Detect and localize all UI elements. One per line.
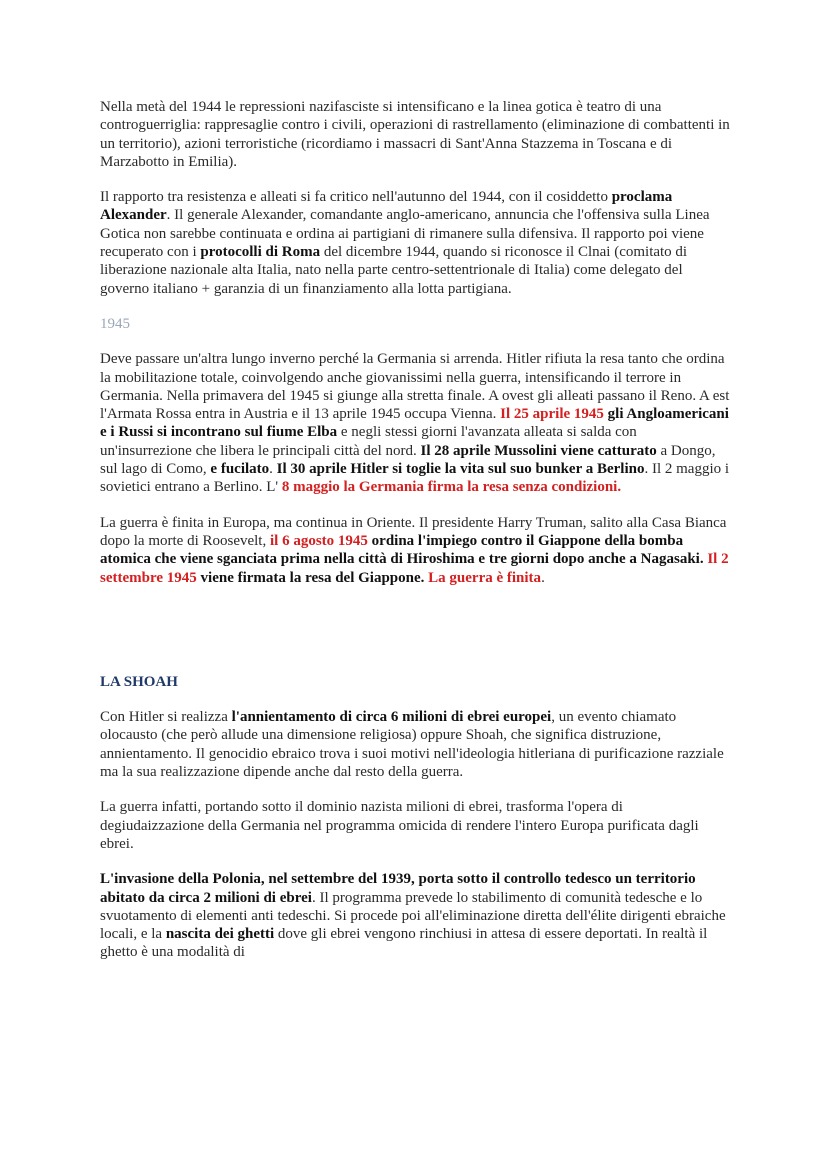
paragraph-fine-guerra-oriente [100,514,730,587]
p2-run-3: protocolli di Roma [200,244,321,261]
p3-run-3: e negli stessi giorni l'avanzata alleata si salda con un'insurrezione che libera le principali città del nord. [100,424,637,459]
p7-run-2: nascita dei ghetti [165,926,275,943]
p2-run-0: Il rapporto tra resistenza e alleati si fa critico nell'autunno del 1944, con il cosiddetto [100,189,612,206]
p4-run-5: La guerra è finita [424,569,542,586]
p7-run-3: dove gli ebrei vengono rinchiusi in attesa di essere deportati. In realtà il ghetto è una modalità di [100,926,708,961]
p3-run-5: a Dongo, sul lago di Como, [100,442,716,478]
p2-run-4: del dicembre 1944, quando si riconosce il Clnai (comitato di liberazione nazionale alta Italia, nato nella parte centro-settentrionale di Italia) come delegato del governo italiano + garanzia di un finanziamento alla lotta partigiana. [100,244,688,297]
document-page [100,98,730,962]
p3-run-0: Deve passare un'altra lungo inverno perché la Germania si arrenda. Hitler rifiuta la resa tanto che ordina la mobilitazione totale, coinvolgendo anche giovanissimi nella guerra, intensificando il terrore in Germania. Nella primavera del 1945 si giunge alla stretta finale. A ovest gli alleati passano il Reno. A est l'Armata Rossa entra in Austria e il 13 aprile 1945 occupa Vienna. [100,351,730,423]
section-year-heading: 1945 [100,315,130,332]
p3-run-7: . [269,461,277,478]
p4-run-4: viene firmata la resa del Giappone. [196,569,425,586]
paragraph-annientamento [100,708,730,781]
p4-run-0: La guerra è finita in Europa, ma continua in Oriente. Il presidente Harry Truman, salito alla Casa Bianca dopo la morte di Roosevelt, [100,514,727,549]
p3-run-6: e fucilato [210,461,270,478]
p2-run-1: proclama Alexander [100,189,673,224]
paragraph-repressioni [100,98,730,171]
paragraph-fine-guerra-europa [100,350,730,496]
p3-run-1: Il 25 aprile 1945 [500,406,604,423]
p5-run-2: , un evento chiamato olocausto (che però allude una dimensione religiosa) oppure Shoah, che significa distruzione, annientamento. Il genocidio ebraico trova i suoi motivi nell'ideologia hitleriana di purificazione razziale ma la sua realizzazione dipende anche dal resto della guerra. [100,709,724,781]
paragraph-proclama-alexander [100,188,730,298]
paragraph-invasione-polonia [100,870,730,961]
p4-run-6: . [541,569,545,586]
p4-run-3: Il 2 settembre 1945 [100,551,729,586]
p5-run-1: l'annientamento di circa 6 milioni di ebrei europei [231,709,552,726]
section-heading-shoah: LA SHOAH [100,673,178,690]
p3-run-10: 8 maggio la Germania firma la resa senza condizioni. [281,479,622,496]
p7-run-1: . Il programma prevede lo stabilimento di comunità tedesche e lo svuotamento di elementi anti tedeschi. Si procede poi all'eliminazione diretta dell'élite dirigenti ebraiche locali, e la [100,889,726,943]
p6-run-0: La guerra infatti, portando sotto il dominio nazista milioni di ebrei, trasforma l'opera di degiudaizzazione della Germania nel programma omicida di rendere l'intero Europa purificata dagli ebrei. [100,799,699,852]
p3-run-2: gli Angloamericani e i Russi si incontrano sul fiume Elba [100,406,729,441]
p5-run-0: Con Hitler si realizza [100,709,232,726]
p2-run-2: . Il generale Alexander, comandante anglo-americano, annuncia che l'offensiva sulla Linea Gotica non sarebbe continuata e ordina ai partigiani di rimanere sulla difensiva. Il rapporto poi viene recuperato con i [100,207,710,261]
p3-run-4: Il 28 aprile Mussolini viene catturato [420,442,657,459]
p4-run-2: ordina l'impiego contro il Giappone della bomba atomica che viene sganciata prima nella città di Hiroshima e tre giorni dopo anche a Nagasaki. [100,532,704,568]
p7-run-0: L'invasione della Polonia, nel settembre del 1939, porta sotto il controllo tedesco un territorio abitato da circa 2 milioni di ebrei [100,871,696,906]
paragraph-degiudaizzazione [100,798,730,853]
p1-run-0: Nella metà del 1944 le repressioni nazifasciste si intensificano e la linea gotica è teatro di una controguerriglia: rappresaglie contro i civili, operazioni di rastrellamento (eliminazione di combattenti in un territorio), azioni terroristiche (ricordiamo i massacri di Sant'Anna Stazzema in Toscana e di Marzabotto in Emilia). [100,99,730,170]
p3-run-9: . Il 2 maggio i sovietici entrano a Berlino. L' [100,461,730,496]
p3-run-8: Il 30 aprile Hitler si toglie la vita sul suo bunker a Berlino [276,461,645,478]
p4-run-1: il 6 agosto 1945 [269,532,368,549]
